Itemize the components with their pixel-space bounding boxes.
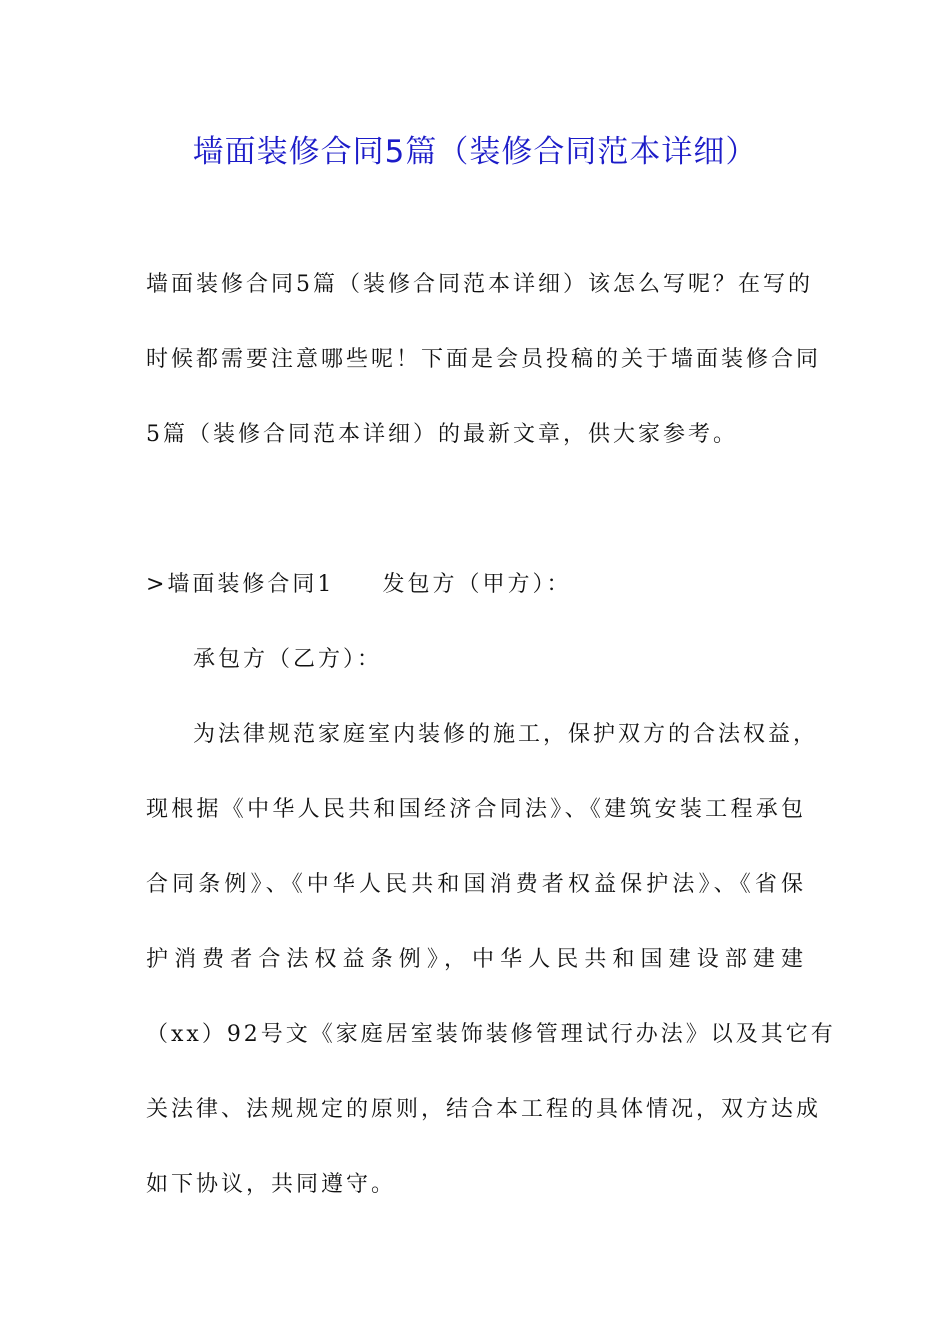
intro-line: 时候都需要注意哪些呢！下面是会员投稿的关于墙面装修合同 [146, 347, 822, 372]
body-line: 现根据《中华人民共和国经济合同法》、《建筑安装工程承包 [146, 797, 806, 822]
body-line: 护消费者合法权益条例》，中华人民共和国建设部建建 [146, 947, 806, 972]
intro-line: 5篇（装修合同范本详细）的最新文章，供大家参考。 [146, 422, 738, 447]
body-line: （xx）92号文《家庭居室装饰装修管理试行办法》以及其它有 [146, 1022, 836, 1047]
intro-line: 墙面装修合同5篇（装修合同范本详细）该怎么写呢？在写的 [146, 272, 813, 297]
section-heading-row [146, 570, 806, 600]
party-b-label: 承包方（乙方）： [193, 647, 383, 672]
body-line: 为法律规范家庭室内装修的施工，保护双方的合法权益， [193, 722, 819, 747]
body-line: 关法律、法规规定的原则，结合本工程的具体情况，双方达成 [146, 1097, 822, 1122]
body-line: 如下协议，共同遵守。 [146, 1172, 397, 1197]
party-a-label: 发包方（甲方）： [382, 572, 572, 597]
document-title: 墙面装修合同5篇（装修合同范本详细） [192, 134, 758, 170]
body-line: 合同条例》、《中华人民共和国消费者权益保护法》、《省保 [146, 872, 806, 897]
section-heading: >墙面装修合同1 [146, 572, 335, 597]
